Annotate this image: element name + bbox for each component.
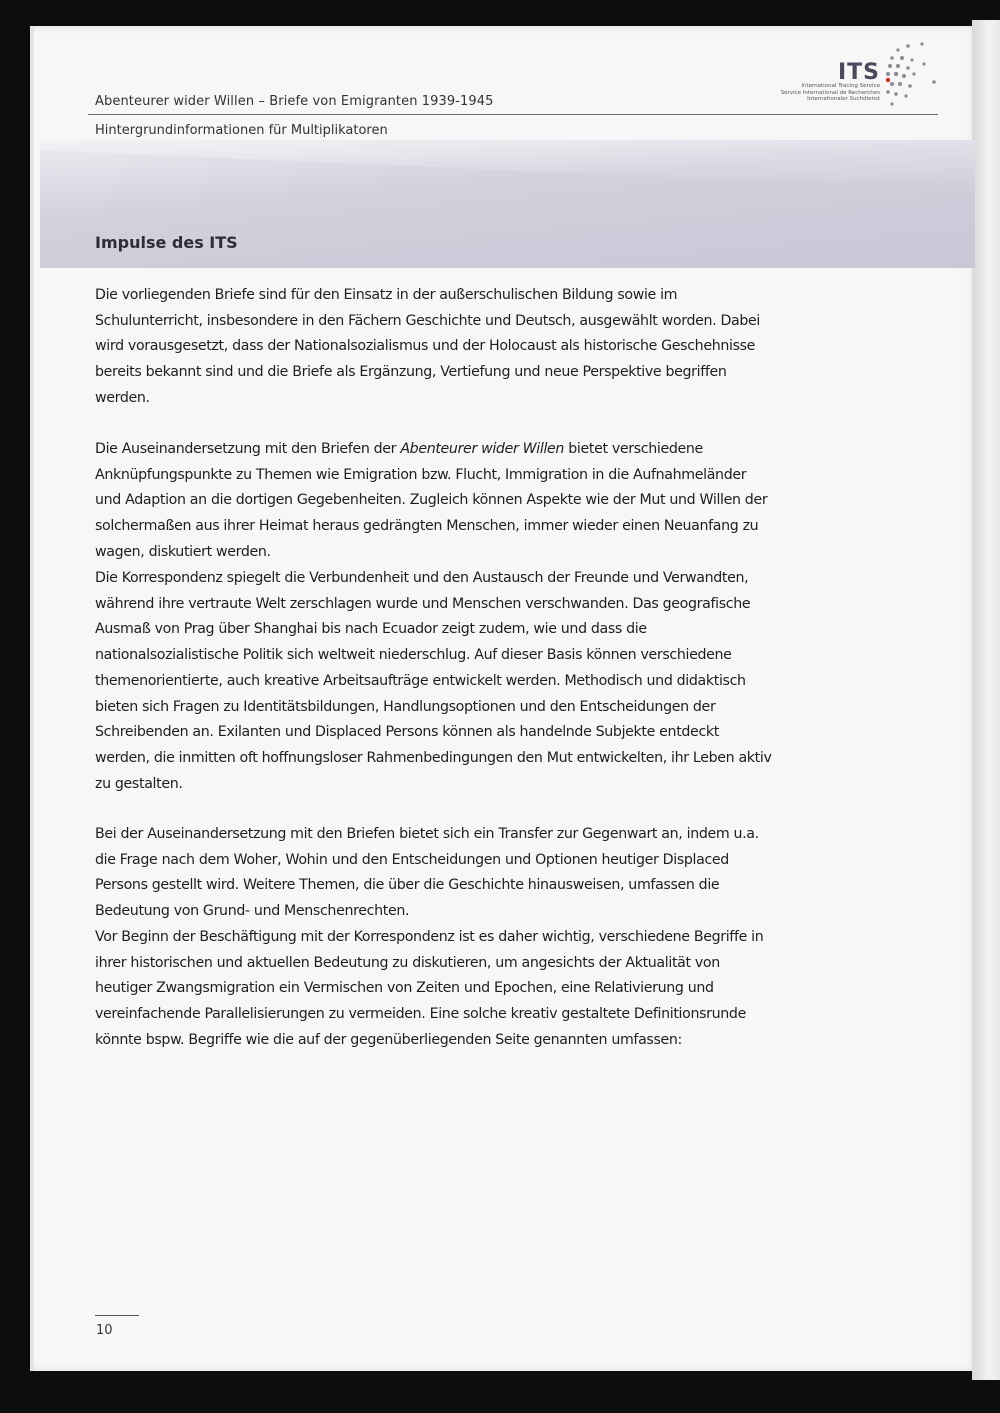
paragraph-5: Vor Beginn der Beschäftigung mit der Korrespondenz ist es daher wichtig, verschiedene Begriffe in ihrer historischen und aktuellen Bedeutung zu diskutieren, um angesichts der Aktualität von heutiger Zwangsmigration ein Vermischen von Zeiten und Epochen, eine Relativierung und vereinfachende Parallelisierungen zu vermeiden. Eine solche kreativ gestaltete Definitionsrunde könnte bspw. Begriffe wie die auf der gegenüberliegenden Seite genannten umfassen:: [95, 929, 764, 1048]
paragraph-2-end: bietet verschiedene Anknüpfungspunkte zu Themen wie Emigration bzw. Flucht, Immigration in die Aufnahmeländer und Adaption an die dortigen Gegebenheiten. Zugleich können Aspekte wie der Mut und Willen der solchermaßen aus ihrer Heimat heraus gedrängten Menschen, immer wieder einen Neuanfang zu wagen, diskutiert werden.: [95, 441, 768, 560]
logo-line-2: Service International de Recherches: [780, 89, 880, 96]
header-divider: [88, 114, 938, 115]
logo-dot-pattern-icon: [878, 40, 940, 112]
paragraph-3: Die Korrespondenz spiegelt die Verbundenheit und den Austausch der Freunde und Verwandten, während ihre vertraute Welt zerschlagen wurde und Menschen verschwanden. Das geografische Ausmaß von Prag über Shanghai bis nach Ecuador zeigt zudem, wie und dass die nationalsozialistische Politik sich weltweit niederschlug. Auf dieser Basis können verschiedene themenorientierte, auch kreative Arbeitsaufträge entwickelt werden. Methodisch und didaktisch bieten sich Fragen zu Identitätsbildungen, Handlungsoptionen und den Entscheidungen der Schreibenden an. Exilanten und Displaced Persons können als handelnde Subjekte entdeckt werden, die inmitten oft hoffnungsloser Rahmenbedingungen den Mut entwickelten, ihr Leben aktiv zu gestalten.: [95, 570, 772, 792]
page-left-edge: [30, 26, 34, 1371]
paragraph-2-start: Die Auseinandersetzung mit den Briefen der: [95, 441, 401, 457]
paragraph-1: Die vorliegenden Briefe sind für den Einsatz in der außerschulischen Bildung sowie im Schulunterricht, insbesondere in den Fächern Geschichte und Deutsch, ausgewählt worden. Dabei wird vorausgesetzt, dass der Nationalsozialismus und der Holocaust als historische Geschehnisse bereits bekannt sind und die Briefe als Ergänzung, Vertiefung und neue Perspektive begriffen werden.: [95, 287, 761, 406]
page-number: 10: [96, 1323, 113, 1338]
logo-acronym: ITS: [837, 60, 880, 85]
header-subtitle: Hintergrundinformationen für Multiplikatoren: [95, 123, 388, 138]
header-title: Abenteurer wider Willen – Briefe von Emigranten 1939-1945: [95, 94, 494, 109]
logo-line-1: International Tracing Service: [801, 83, 880, 89]
facing-page-edge: [972, 20, 1000, 1380]
section-title: Impulse des ITS: [95, 233, 238, 252]
paragraph-4: Bei der Auseinandersetzung mit den Briefen bietet sich ein Transfer zur Gegenwart an, indem u.a. die Frage nach dem Woher, Wohin und den Entscheidungen und Optionen heutiger Displaced Persons gestellt wird. Weitere Themen, die über die Geschichte hinausweisen, umfassen die Bedeutung von Grund- und Menschenrechten.: [95, 826, 759, 920]
paragraph-2-italic-title: Abenteurer wider Willen: [400, 441, 565, 457]
logo-line-3: Internationaler Suchdienst: [807, 96, 880, 102]
its-logo: [760, 40, 940, 112]
logo-lines: [781, 83, 880, 103]
paragraph-2: [95, 437, 775, 566]
footer-divider: [95, 1315, 139, 1316]
